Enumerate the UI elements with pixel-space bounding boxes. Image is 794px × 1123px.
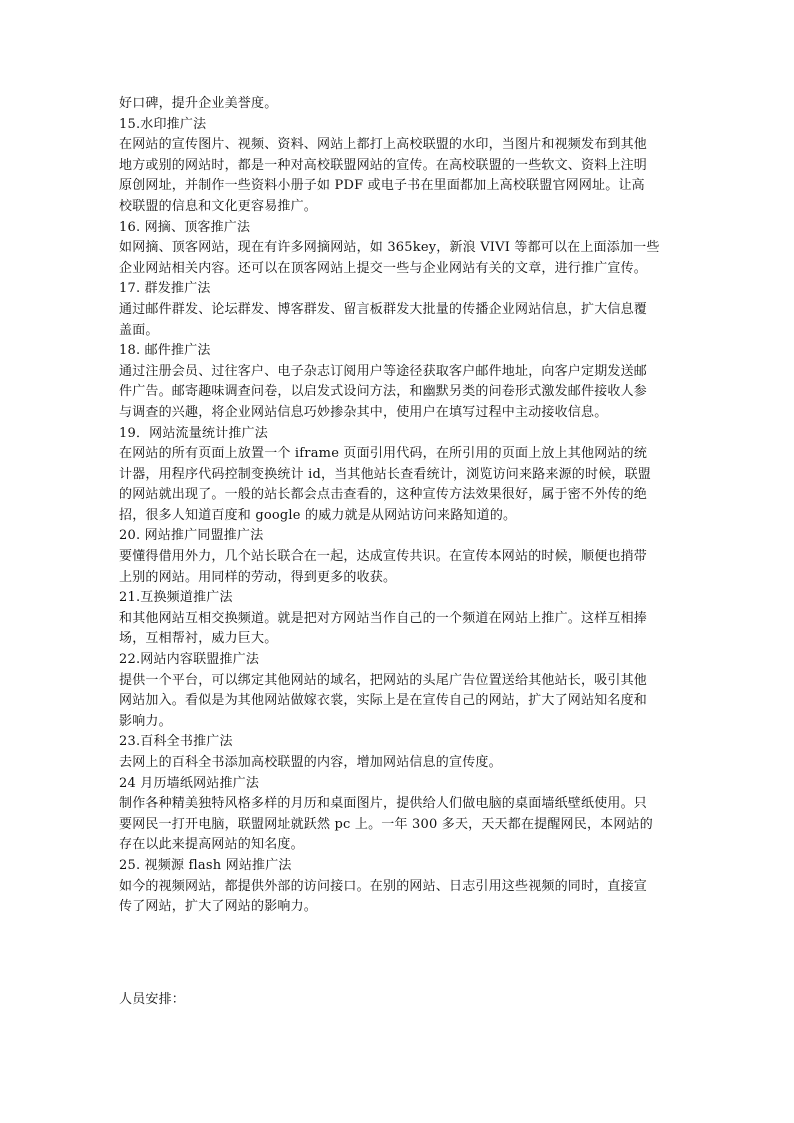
paragraph-line: 制作各种精美独特风格多样的月历和桌面图片，提供给人们做电脑的桌面墙纸壁纸使用。只 bbox=[119, 796, 648, 812]
paragraph-line: 提供一个平台，可以绑定其他网站的域名，把网站的头尾广告位置送给其他站长，吸引其他 bbox=[119, 672, 648, 688]
section-heading: 17. 群发推广法 bbox=[119, 281, 211, 297]
paragraph-line: 要网民一打开电脑，联盟网址就跃然 pc 上。一年 300 多天，天天都在提醒网民，本网站的 bbox=[119, 816, 653, 832]
section-heading: 24 月历墙纸网站推广法 bbox=[119, 775, 260, 791]
paragraph-line: 招，很多人知道百度和 google 的威力就是从网站访问来路知道的。 bbox=[119, 507, 517, 523]
paragraph-line: 地方或别的网站时，都是一种对高校联盟网站的宣传。在高校联盟的一些软文、资料上注明 bbox=[119, 157, 648, 173]
paragraph-line: 盖面。 bbox=[119, 322, 159, 338]
paragraph-line: 存在以此来提高网站的知名度。 bbox=[119, 837, 304, 853]
paragraph-line: 去网上的百科全书添加高校联盟的内容，增加网站信息的宣传度。 bbox=[119, 755, 502, 770]
section-heading: 20. 网站推广同盟推广法 bbox=[119, 528, 264, 544]
document-section bbox=[119, 94, 684, 115]
paragraph-line: 如网摘、顶客网站，现在有许多网摘网站，如 365key，新浪 VIVI 等都可以在上面添加一些 bbox=[119, 240, 660, 256]
paragraph-line: 传了网站，扩大了网站的影响力。 bbox=[119, 899, 318, 915]
section-heading: 23.百科全书推广法 bbox=[119, 734, 233, 750]
section-heading: 16. 网摘、顶客推广法 bbox=[119, 219, 251, 235]
paragraph-line: 网站加入。看似是为其他网站做嫁衣裳，实际上是在宣传自己的网站，扩大了网站知名度和 bbox=[119, 693, 648, 709]
document-section bbox=[119, 856, 684, 918]
staffing-label: 人员安排： bbox=[119, 992, 186, 1007]
document-section bbox=[119, 774, 684, 856]
paragraph-line: 计器，用程序代码控制变换统计 id，当其他站长查看统计，浏览访问来路来源的时候，联盟 bbox=[119, 466, 652, 482]
paragraph-line: 要懂得借用外力，几个站长联合在一起，达成宣传共识。在宣传本网站的时候，顺便也捎带 bbox=[119, 549, 648, 565]
document-section bbox=[119, 341, 684, 423]
section-heading: 15.水印推广法 bbox=[119, 116, 207, 132]
paragraph-line: 在网站的所有页面上放置一个 iframe 页面引用代码，在所引用的页面上放上其他网站的统 bbox=[119, 446, 648, 462]
section-heading: 19．网站流量统计推广法 bbox=[119, 425, 268, 441]
section-heading: 25. 视频源 flash 网站推广法 bbox=[119, 857, 292, 873]
document-section bbox=[119, 424, 684, 527]
document-section bbox=[119, 650, 684, 732]
paragraph-line: 通过注册会员、过往客户、电子杂志订阅用户等途径获取客户邮件地址，向客户定期发送邮 bbox=[119, 363, 648, 379]
paragraph-line: 件广告。邮寄趣味调查问卷，以启发式设问方法，和幽默另类的问卷形式激发邮件接收人参 bbox=[119, 384, 648, 400]
paragraph-line: 如今的视频网站，都提供外部的访问接口。在别的网站、日志引用这些视频的同时，直接宣 bbox=[119, 878, 648, 894]
section-heading: 18. 邮件推广法 bbox=[119, 343, 211, 359]
section-heading: 21.互换频道推广法 bbox=[119, 590, 233, 606]
paragraph-line: 企业网站相关内容。还可以在顶客网站上提交一些与企业网站有关的文章，进行推广宣传。 bbox=[119, 260, 648, 276]
paragraph-line: 校联盟的信息和文化更容易推广。 bbox=[119, 198, 318, 214]
document-section bbox=[119, 115, 684, 218]
paragraph-line: 与调查的兴趣，将企业网站信息巧妙掺杂其中，使用户在填写过程中主动接收信息。 bbox=[119, 404, 608, 420]
paragraph-line: 好口碑，提升企业美誉度。 bbox=[119, 96, 278, 111]
document-section bbox=[119, 526, 684, 588]
document-section bbox=[119, 279, 684, 341]
paragraph-line: 的网站就出现了。一般的站长都会点击查看的，这种宣传方法效果很好，属于密不外传的绝 bbox=[119, 487, 648, 503]
paragraph-line: 影响力。 bbox=[119, 713, 172, 729]
section-heading: 22.网站内容联盟推广法 bbox=[119, 652, 260, 668]
paragraph-line: 在网站的宣传图片、视频、资料、网站上都打上高校联盟的水印，当图片和视频发布到其他 bbox=[119, 137, 648, 153]
document-section bbox=[119, 732, 684, 773]
paragraph-line: 原创网址，并制作一些资料小册子如 PDF 或电子书在里面都加上高校联盟官网网址。让高 bbox=[119, 178, 645, 194]
paragraph-line: 上别的网站。用同样的劳动，得到更多的收获。 bbox=[119, 569, 397, 585]
paragraph-line: 场，互相帮衬，威力巨大。 bbox=[119, 631, 278, 647]
document-section bbox=[119, 588, 684, 650]
document-body bbox=[119, 94, 684, 918]
document-section bbox=[119, 218, 684, 280]
paragraph-line: 和其他网站互相交换频道。就是把对方网站当作自己的一个频道在网站上推广。这样互相捧 bbox=[119, 610, 648, 626]
paragraph-line: 通过邮件群发、论坛群发、博客群发、留言板群发大批量的传播企业网站信息，扩大信息覆 bbox=[119, 301, 648, 317]
